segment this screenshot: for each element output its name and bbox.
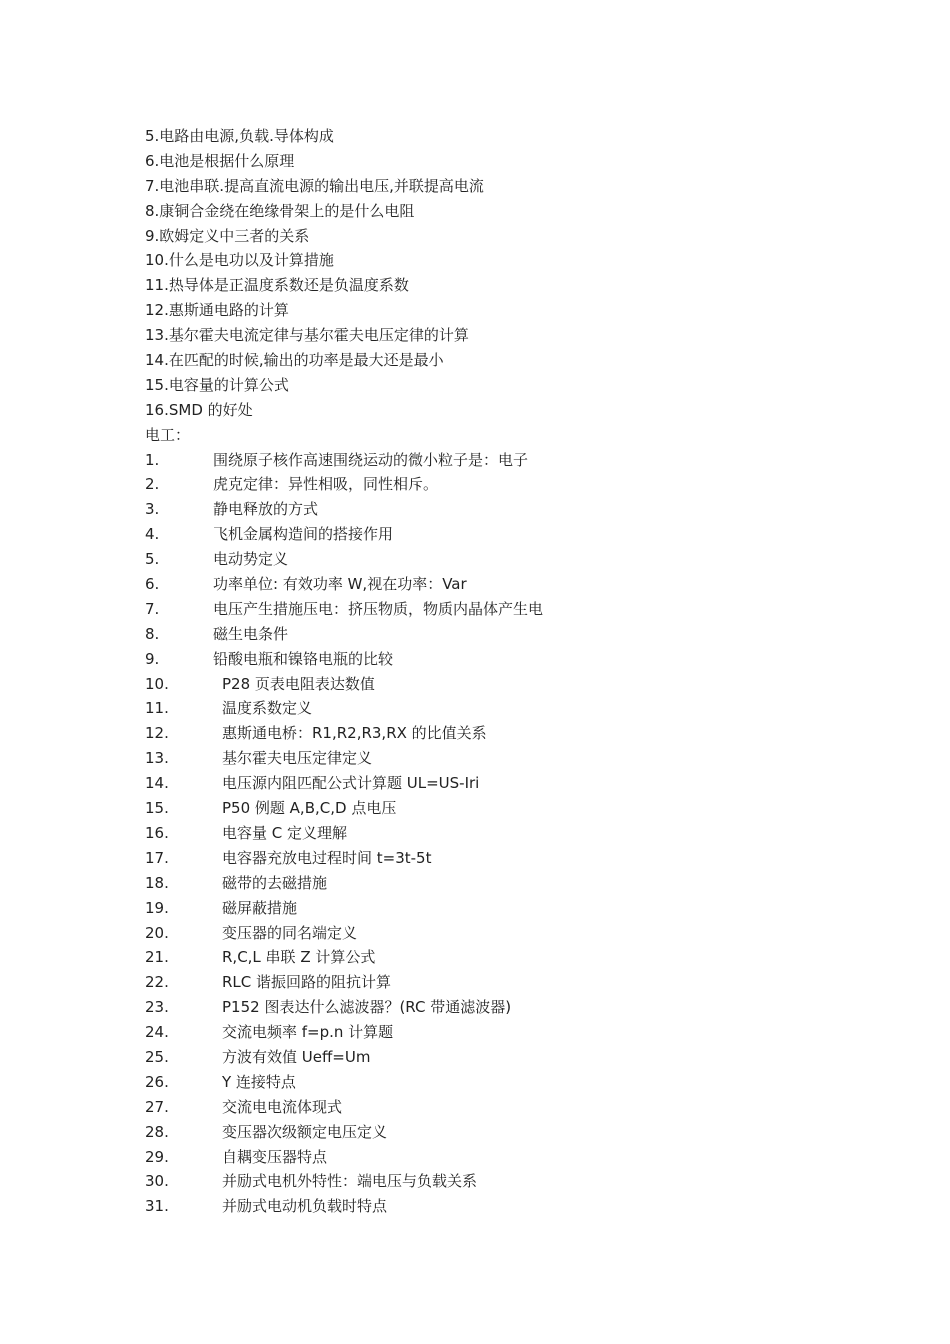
item-number: 25. — [145, 1047, 169, 1066]
numbered-item — [145, 995, 865, 1020]
numbered-item — [145, 871, 865, 896]
numbered-item — [145, 1194, 865, 1219]
item-text: 自耦变压器特点 — [222, 1147, 328, 1166]
item-number: 17. — [145, 848, 169, 867]
numbered-item — [145, 846, 865, 871]
numbered-item — [145, 1045, 865, 1070]
item-text: P50 例题 A,B,C,D 点电压 — [222, 799, 397, 818]
item-text: Y 连接特点 — [222, 1072, 296, 1091]
numbered-list — [145, 448, 865, 1220]
item-text: 惠斯通电桥：R1,R2,R3,RX 的比值关系 — [222, 724, 487, 743]
item-number: 4. — [145, 525, 160, 544]
numbered-item — [145, 696, 865, 721]
list-item: 8.康铜合金绕在绝缘骨架上的是什么电阻 — [145, 201, 415, 220]
document-body — [145, 124, 865, 1219]
item-number: 22. — [145, 973, 169, 992]
numbered-item — [145, 1020, 865, 1045]
list-item: 10.什么是电功以及计算措施 — [145, 251, 334, 270]
numbered-item — [145, 1070, 865, 1095]
item-text: P28 页表电阻表达数值 — [222, 674, 375, 693]
list-item: 14.在匹配的时候,输出的功率是最大还是最小 — [145, 351, 444, 370]
item-text: 电压产生措施压电：挤压物质，物质内晶体产生电 — [213, 599, 544, 618]
item-number: 26. — [145, 1072, 169, 1091]
item-text: 电容器充放电过程时间 t=3t-5t — [222, 848, 432, 867]
item-number: 9. — [145, 649, 160, 668]
item-text: 磁带的去磁措施 — [222, 873, 328, 892]
numbered-item — [145, 1169, 865, 1194]
list-item: 16.SMD 的好处 — [145, 400, 253, 419]
numbered-item — [145, 647, 865, 672]
item-number: 5. — [145, 550, 160, 569]
item-text: 基尔霍夫电压定律定义 — [222, 749, 373, 768]
item-number: 15. — [145, 799, 169, 818]
numbered-item — [145, 721, 865, 746]
item-number: 12. — [145, 724, 169, 743]
numbered-item — [145, 1120, 865, 1145]
numbered-item — [145, 497, 865, 522]
item-text: 方波有效值 Ueff=Um — [222, 1047, 371, 1066]
list-item: 11.热导体是正温度系数还是负温度系数 — [145, 276, 409, 295]
item-number: 27. — [145, 1097, 169, 1116]
numbered-item — [145, 746, 865, 771]
numbered-item — [145, 448, 865, 473]
item-text: 静电释放的方式 — [213, 500, 319, 519]
item-number: 1. — [145, 450, 160, 469]
numbered-item — [145, 672, 865, 697]
item-number: 24. — [145, 1023, 169, 1042]
item-text: 交流电频率 f=p.n 计算题 — [222, 1023, 394, 1042]
intro-list — [145, 124, 865, 423]
item-text: R,C,L 串联 Z 计算公式 — [222, 948, 376, 967]
item-text: 磁生电条件 — [213, 624, 289, 643]
list-item: 9.欧姆定义中三者的关系 — [145, 226, 310, 245]
list-item: 15.电容量的计算公式 — [145, 375, 289, 394]
numbered-item — [145, 970, 865, 995]
item-text: 并励式电动机负载时特点 — [222, 1197, 388, 1216]
section-heading: 电工： — [145, 425, 191, 444]
item-number: 3. — [145, 500, 160, 519]
item-text: 电容量 C 定义理解 — [222, 823, 348, 842]
item-number: 21. — [145, 948, 169, 967]
item-number: 13. — [145, 749, 169, 768]
item-text: 铅酸电瓶和镍铬电瓶的比较 — [213, 649, 394, 668]
item-number: 20. — [145, 923, 169, 942]
item-number: 11. — [145, 699, 169, 718]
numbered-item — [145, 1095, 865, 1120]
item-text: 飞机金属构造间的搭接作用 — [213, 525, 394, 544]
numbered-item — [145, 796, 865, 821]
item-text: 磁屏蔽措施 — [222, 898, 298, 917]
numbered-item — [145, 572, 865, 597]
item-number: 18. — [145, 873, 169, 892]
item-text: 温度系数定义 — [222, 699, 313, 718]
item-number: 23. — [145, 998, 169, 1017]
list-item: 5.电路由电源,负载.导体构成 — [145, 127, 334, 145]
item-number: 30. — [145, 1172, 169, 1191]
item-text: 电动势定义 — [213, 550, 289, 569]
item-number: 16. — [145, 823, 169, 842]
item-number: 14. — [145, 774, 169, 793]
numbered-item — [145, 896, 865, 921]
item-text: 并励式电机外特性：端电压与负载关系 — [222, 1172, 478, 1191]
item-number: 31. — [145, 1197, 169, 1216]
item-number: 2. — [145, 475, 160, 494]
item-text: 围绕原子核作高速围绕运动的微小粒子是：电子 — [213, 450, 529, 469]
numbered-item — [145, 522, 865, 547]
list-item: 6.电池是根据什么原理 — [145, 151, 295, 170]
item-text: 变压器次级额定电压定义 — [222, 1122, 388, 1141]
numbered-item — [145, 921, 865, 946]
item-number: 6. — [145, 575, 160, 594]
item-text: P152 图表达什么滤波器？(RC 带通滤波器) — [222, 998, 512, 1017]
numbered-item — [145, 622, 865, 647]
list-item: 7.电池串联.提高直流电源的输出电压,并联提高电流 — [145, 176, 484, 195]
item-text: 电压源内阻匹配公式计算题 UL=US-Iri — [222, 774, 480, 793]
item-number: 29. — [145, 1147, 169, 1166]
numbered-item — [145, 821, 865, 846]
numbered-item — [145, 597, 865, 622]
numbered-item — [145, 945, 865, 970]
item-text: 交流电电流体现式 — [222, 1097, 343, 1116]
numbered-item — [145, 771, 865, 796]
item-number: 8. — [145, 624, 160, 643]
item-text: RLC 谐振回路的阻抗计算 — [222, 973, 392, 992]
item-text: 变压器的同名端定义 — [222, 923, 358, 942]
numbered-item — [145, 1145, 865, 1170]
item-number: 10. — [145, 674, 169, 693]
item-text: 功率单位: 有效功率 W,视在功率：Var — [213, 575, 467, 594]
item-number: 19. — [145, 898, 169, 917]
list-item: 12.惠斯通电路的计算 — [145, 301, 289, 320]
item-number: 28. — [145, 1122, 169, 1141]
list-item: 13.基尔霍夫电流定律与基尔霍夫电压定律的计算 — [145, 326, 469, 345]
item-text: 虎克定律：异性相吸，同性相斥。 — [213, 475, 439, 494]
item-number: 7. — [145, 599, 160, 618]
numbered-item — [145, 547, 865, 572]
numbered-item — [145, 472, 865, 497]
